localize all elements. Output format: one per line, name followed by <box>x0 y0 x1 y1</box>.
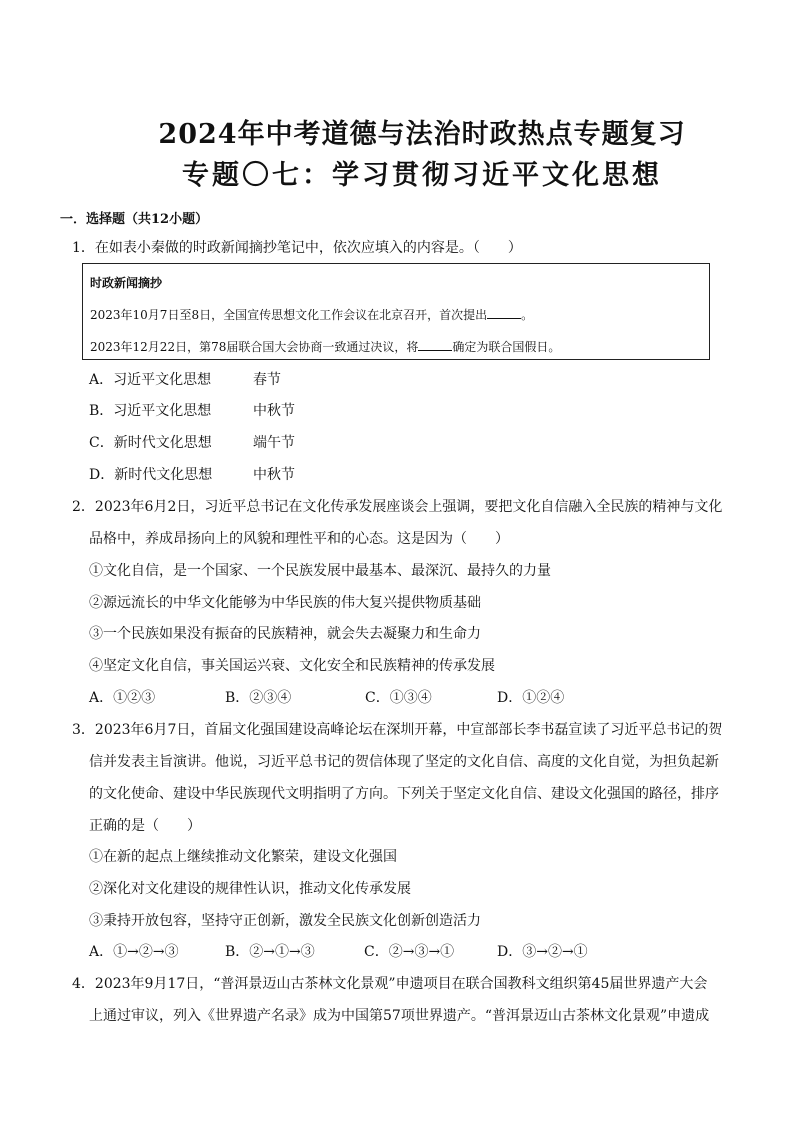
option-label: D．新时代文化思想 <box>89 467 213 483</box>
option-b: B．②③④ <box>225 690 292 706</box>
news-line-2-text: 2023年12月22日，第78届联合国大会协商一致通过决议，将 <box>90 340 419 354</box>
question-2-stem-line-1: 2．2023年6月2日，习近平总书记在文化传承发展座谈会上强调，要把文化自信融入全民族的精神与文化 <box>72 499 723 515</box>
question-3-stem-line-1: 3．2023年6月7日，首届文化强国建设高峰论坛在深圳开幕，中宣部部长李书磊宣读了习近平总书记的贺 <box>72 722 723 738</box>
news-excerpt-title: 时政新闻摘抄 <box>90 276 163 290</box>
question-2-item-1: ①文化自信，是一个国家、一个民族发展中最基本、最深沉、最持久的力量 <box>89 563 551 579</box>
question-3-item-1: ①在新的起点上继续推动文化繁荣，建设文化强国 <box>89 849 397 865</box>
section-heading: 一．选择题（共12小题） <box>60 212 209 227</box>
fill-blank-1 <box>487 308 521 319</box>
question-2-item-2: ②源远流长的中华文化能够为中华民族的伟大复兴提供物质基础 <box>89 595 481 611</box>
news-line-1-text: 2023年10月7日至8日，全国宣传思想文化工作会议在北京召开，首次提出 <box>90 308 488 322</box>
question-3-stem-line-3: 的文化使命、建设中华民族现代文明指明了方向。下列关于坚定文化自信、建设文化强国的路径，排序 <box>89 786 719 802</box>
option-d: D．③→②→① <box>497 944 588 960</box>
news-excerpt-line-1 <box>90 306 533 323</box>
question-2-item-4: ④坚定文化自信，事关国运兴衰、文化安全和民族精神的传承发展 <box>89 658 495 674</box>
question-1-option-d <box>89 465 295 485</box>
question-3-stem-line-2: 信并发表主旨演讲。他说，习近平总书记的贺信体现了坚定的文化自信、高度的文化自觉，为担负起新 <box>89 754 719 770</box>
option-label: C．新时代文化思想 <box>89 435 212 451</box>
option-c: C．①③④ <box>365 690 432 706</box>
option-value: 中秋节 <box>253 467 295 483</box>
news-line-1-end: 。 <box>521 308 534 322</box>
question-1-option-c <box>89 433 295 453</box>
news-excerpt-line-2 <box>90 338 560 355</box>
question-3-options <box>89 942 588 962</box>
question-3-item-3: ③秉持开放包容，坚持守正创新，激发全民族文化创新创造活力 <box>89 913 481 929</box>
option-label: B．习近平文化思想 <box>89 403 212 419</box>
question-3-item-2: ②深化对文化建设的规律性认识，推动文化传承发展 <box>89 881 411 897</box>
option-value: 春节 <box>253 372 281 388</box>
news-excerpt-table <box>82 263 710 360</box>
option-value: 端午节 <box>253 435 295 451</box>
question-4-stem-line-2: 上通过审议，列入《世界遗产名录》成为中国第57项世界遗产。“普洱景迈山古茶林文化景观”申遗成 <box>89 1008 710 1024</box>
option-d: D．①②④ <box>497 690 565 706</box>
fill-blank-2 <box>418 340 452 351</box>
option-c: C．②→③→① <box>364 944 455 960</box>
question-1-option-b <box>89 401 295 421</box>
option-a: A．①→②→③ <box>89 944 179 960</box>
question-1-stem: 1．在如表小秦做的时政新闻摘抄笔记中，依次应填入的内容是。（ ） <box>72 240 522 256</box>
option-label: A．习近平文化思想 <box>89 372 212 388</box>
option-a: A．①②③ <box>89 690 156 706</box>
question-2-item-3: ③一个民族如果没有振奋的民族精神，就会失去凝聚力和生命力 <box>89 626 481 642</box>
news-line-2-end: 确定为联合国假日。 <box>452 340 561 354</box>
question-1-option-a <box>89 370 281 390</box>
option-b: B．②→①→③ <box>225 944 315 960</box>
document-subtitle: 专题〇七：学习贯彻习近平文化思想 <box>182 160 662 191</box>
question-4-stem-line-1: 4．2023年9月17日，“普洱景迈山古茶林文化景观”申遗项目在联合国教科文组织第45届世界遗产大会 <box>72 976 708 992</box>
question-3-stem-line-4: 正确的是（ ） <box>89 818 201 834</box>
document-title: 2024年中考道德与法治时政热点专题复习 <box>158 119 686 150</box>
option-value: 中秋节 <box>253 403 295 419</box>
question-2-options <box>89 688 564 708</box>
question-2-stem-line-2: 品格中，养成昂扬向上的风貌和理性平和的心态。这是因为（ ） <box>89 531 509 547</box>
